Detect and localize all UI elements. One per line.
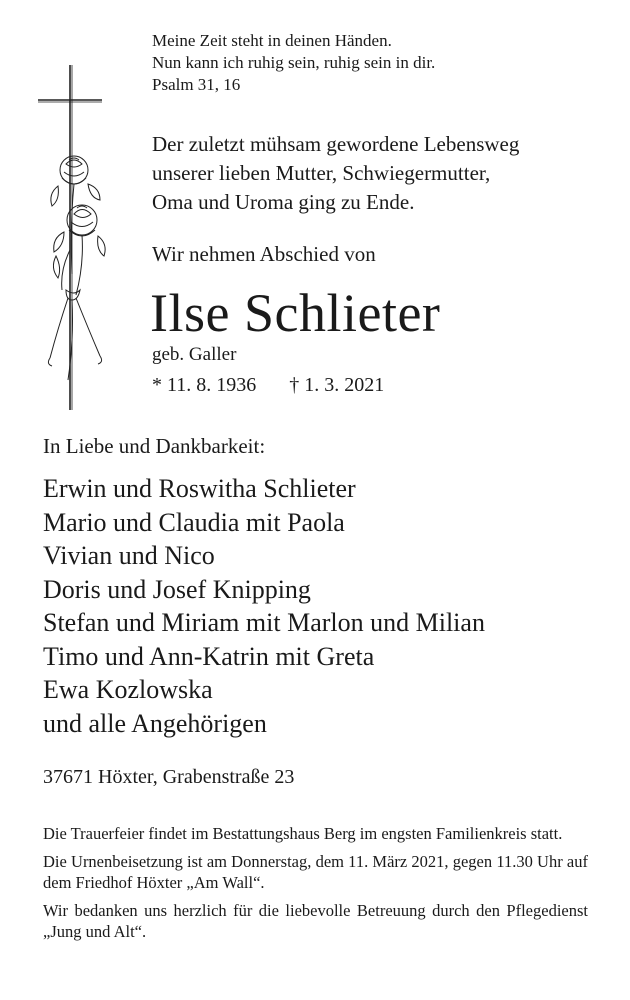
quote-line: Nun kann ich ruhig sein, ruhig sein in dir. [152,53,436,72]
quote-line: Meine Zeit steht in deinen Händen. [152,31,392,50]
list-item: Stefan und Miriam mit Marlon und Milian [43,608,485,637]
maiden-name: geb. Galler [152,344,237,365]
list-item: Doris und Josef Knipping [43,574,311,604]
intro-line: Oma und Uroma ging zu Ende. [152,190,415,214]
intro-text [152,130,519,217]
intro-line: Der zuletzt mühsam gewordene Lebensweg [152,132,520,156]
list-item: Ewa Kozlowska [43,675,213,704]
mourners-list [43,472,485,740]
list-item: Vivian und Nico [43,541,215,570]
note-paragraph: Wir bedanken uns herzlich für die liebevolle Betreuung durch den Pflegedienst „Jung und Alt“. [43,900,588,941]
funeral-notes [43,823,588,949]
list-item: Mario und Claudia mit Paola [43,507,345,537]
list-item: Timo und Ann-Katrin mit Greta [43,641,375,671]
death-date: † 1. 3. 2021 [289,374,385,396]
list-item: und alle Angehörigen [43,708,267,738]
farewell-text: Wir nehmen Abschied von [152,242,376,266]
intro-line: unserer lieben Mutter, Schwiegermutter, [152,161,491,185]
note-paragraph: Die Urnenbeisetzung ist am Donnerstag, dem 11. März 2021, gegen 11.30 Uhr auf dem Friedhof Höxter „Am Wall“. [43,851,588,892]
deceased-name: Ilse Schlieter [150,283,441,343]
list-item: Erwin und Roswitha Schlieter [43,474,356,503]
birth-date: * 11. 8. 1936 [152,374,257,396]
note-paragraph: Die Trauerfeier findet im Bestattungshaus Berg im engsten Familienkreis statt. [43,824,563,843]
life-dates [152,372,384,398]
cross-with-roses-icon [36,60,116,415]
gratitude-heading: In Liebe und Dankbarkeit: [43,434,266,458]
quote-source: Psalm 31, 16 [152,75,241,94]
psalm-quote [152,30,435,96]
address: 37671 Höxter, Grabenstraße 23 [43,766,295,788]
